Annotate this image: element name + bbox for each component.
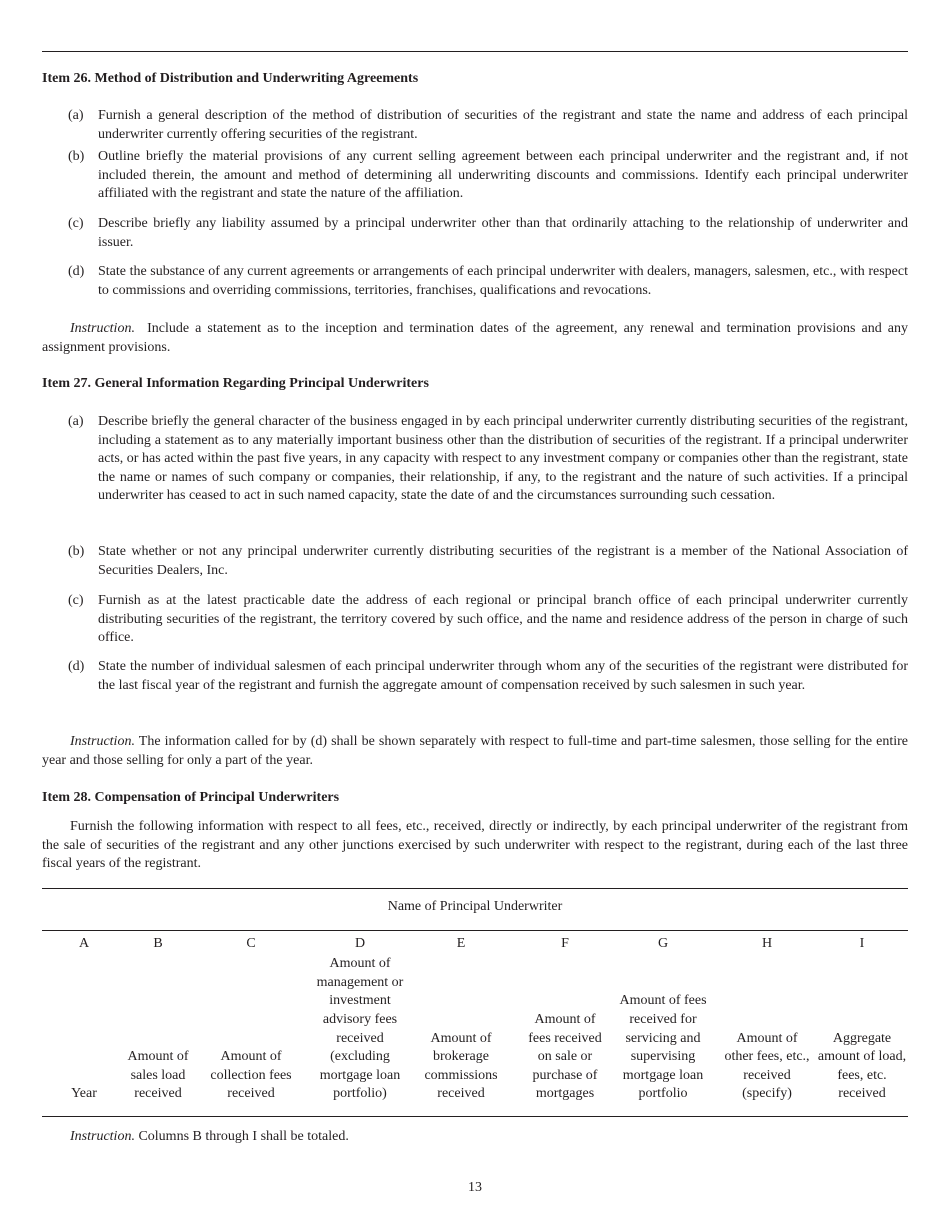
column-i-desc: Aggregate amount of load, fees, etc. received <box>817 1030 907 1102</box>
item-27-heading: Item 27. General Information Regarding Principal Underwriters <box>42 376 429 391</box>
item-27-instruction <box>42 733 908 770</box>
item-27-instruction-label: Instruction. <box>70 734 135 749</box>
column-g-letter: G <box>657 936 669 951</box>
table-column-c <box>201 935 301 1104</box>
column-b-letter: B <box>153 936 163 951</box>
table-bottom-rule <box>42 1116 908 1117</box>
column-h-letter: H <box>761 936 773 951</box>
item-27-d <box>68 658 908 695</box>
item-26-d-text: State the substance of any current agreements or arrangements of each principal underwriter with dealers, managers, salesmen, etc., with respect to commissions and overriding commissions, territories, franchises, qualifications and revocations. <box>98 264 908 298</box>
column-d-desc: Amount of management or investment advisory fees received (excluding mortgage loan portfolio) <box>316 956 404 1102</box>
column-h-desc: Amount of other fees, etc., received (specify) <box>724 1030 810 1102</box>
column-e-desc: Amount of brokerage commissions received <box>424 1030 498 1102</box>
column-e-letter: E <box>456 936 466 951</box>
top-rule <box>42 51 908 52</box>
item-27-a-text: Describe briefly the general character of the business engaged in by each principal underwriter currently distributing securities of the registrant, including a statement as to any materially important business other than the distribution of securities of the registrant. If a principal underwriter acts, or has acted within the past five years, in any capacity with respect to any investment company or companies other than the registrant, state the name or names of such company or companies, their relationship, if any, to the registrant and the nature of such activities. If a principal underwriter has ceased to act in such named capacity, state the date of and the circumstances surrounding such cessation. <box>98 414 908 504</box>
column-a-desc: Year <box>71 1086 97 1102</box>
table-column-h <box>722 935 812 1104</box>
item-27-c-label: (c) <box>68 593 84 608</box>
item-28-instruction <box>42 1128 908 1147</box>
table-caption: Name of Principal Underwriter <box>387 899 563 914</box>
table-column-f <box>522 935 608 1104</box>
item-28-instruction-label: Instruction. <box>70 1129 135 1144</box>
item-26-c <box>68 215 908 252</box>
item-27-instruction-text: The information called for by (d) shall be shown separately with respect to full-time and part-time salesmen, those selling for the entire year and those selling for only a part of the year. <box>42 734 909 768</box>
column-d-letter: D <box>354 936 366 951</box>
column-f-desc: Amount of fees received on sale or purchase of mortgages <box>528 1012 602 1102</box>
table-column-a <box>42 935 126 1104</box>
column-g-desc: Amount of fees received for servicing and supervising mortgage loan portfolio <box>619 993 707 1102</box>
item-26-a-text: Furnish a general description of the method of distribution of securities of the registrant and state the name and address of each principal underwriter currently offering securities of the registrant. <box>98 108 908 142</box>
item-28-intro: Furnish the following information with respect to all fees, etc., received, directly or indirectly, by each principal underwriter of the registrant from the sale of securities of the registrant and any other junctions exercised by such underwriter with respect to the registrant, during each of the last three fiscal years of the registrant. <box>42 819 908 872</box>
item-27-a <box>68 413 908 506</box>
table-top-rule <box>42 888 908 889</box>
column-b-desc: Amount of sales load received <box>127 1049 189 1102</box>
column-i-letter: I <box>859 936 865 951</box>
item-26-b-text: Outline briefly the material provisions of any current selling agreement between each principal underwriter and the registrant and, if not included therein, the amount and method of determining all underwriting discounts and commissions. Identify each principal underwriter affiliated with the registrant and state the nature of the affiliation. <box>98 149 908 202</box>
item-26-c-text: Describe briefly any liability assumed by a principal underwriter other than that ordinarily attaching to the relationship of underwriter and issuer. <box>98 216 908 250</box>
item-26-heading: Item 26. Method of Distribution and Underwriting Agreements <box>42 71 419 86</box>
column-f-letter: F <box>561 936 569 951</box>
item-26-b <box>68 148 908 204</box>
item-26-instruction-text: Include a statement as to the inception and termination dates of the agreement, any renewal and termination provisions and any assignment provisions. <box>42 321 909 355</box>
column-c-desc: Amount of collection fees received <box>210 1049 292 1102</box>
table-column-g <box>616 935 710 1104</box>
item-26-instruction <box>42 320 908 357</box>
item-26-a-label: (a) <box>68 108 84 123</box>
table-column-e <box>418 935 504 1104</box>
column-c-letter: C <box>246 936 256 951</box>
page-number: 13 <box>468 1180 482 1195</box>
table-column-b <box>116 935 200 1104</box>
item-26-b-label: (b) <box>68 149 85 164</box>
table-column-d <box>310 935 410 1104</box>
item-28-instruction-text: Columns B through I shall be totaled. <box>138 1129 349 1144</box>
item-28-heading: Item 28. Compensation of Principal Underwriters <box>42 790 340 805</box>
item-26-d-label: (d) <box>68 264 85 279</box>
item-27-d-text: State the number of individual salesmen of each principal underwriter through whom any of the securities of the registrant were distributed for the last fiscal year of the registrant and furnish the aggregate amount of compensation received by such salesmen in such year. <box>98 659 908 693</box>
item-26-d <box>68 263 908 300</box>
item-26-instruction-label: Instruction. <box>70 321 135 336</box>
item-27-b-text: State whether or not any principal underwriter currently distributing securities of the registrant is a member of the National Association of Securities Dealers, Inc. <box>98 544 908 578</box>
item-26-c-label: (c) <box>68 216 84 231</box>
table-caption-rule <box>42 930 908 931</box>
item-27-b <box>68 543 908 580</box>
table-column-i <box>817 935 907 1104</box>
item-27-c <box>68 592 908 648</box>
item-27-c-text: Furnish as at the latest practicable date the address of each regional or principal branch office of each principal underwriter currently distributing securities of the registrant, the territory covered by such office, and the name and residence address of the person in charge of such office. <box>98 593 908 646</box>
column-a-letter: A <box>78 936 90 951</box>
item-27-b-label: (b) <box>68 544 85 559</box>
item-27-d-label: (d) <box>68 659 85 674</box>
item-27-a-label: (a) <box>68 414 84 429</box>
item-26-a <box>68 107 908 144</box>
